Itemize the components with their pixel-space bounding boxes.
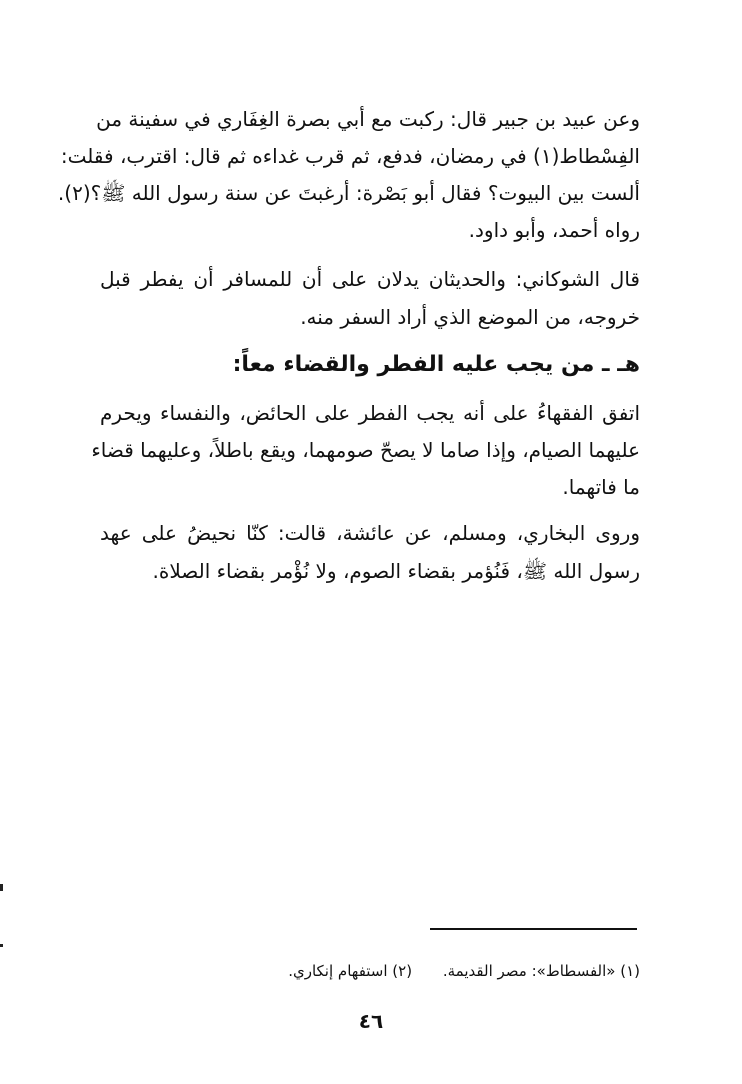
section-heading: هـ ـ من يجب عليه الفطر والقضاء معاً: — [232, 352, 640, 377]
paragraph-3-line-3: ما فاتهما. — [562, 475, 640, 499]
paragraph-1-line-1: وعن عبيد بن جبير قال: ركبت مع أبي بصرة الغِفَاري في سفينة من — [96, 107, 640, 131]
scan-mark-bottom — [0, 944, 3, 947]
footnote-1: (١) «الفسطاط»: مصر القديمة. — [442, 962, 640, 980]
paragraph-2-line-1: قال الشوكاني: والحديثان يدلان على أن للمسافر أن يفطر قبل — [100, 267, 640, 291]
footnote-2: (٢) استفهام إنكاري. — [288, 962, 413, 980]
paragraph-1-line-4: رواه أحمد، وأبو داود. — [468, 218, 640, 242]
paragraph-1-line-2: الفِسْطاط(١) في رمضان، فدفع، ثم قرب غداءه ثم قال: اقترب، فقلت: — [60, 144, 640, 168]
paragraph-3-line-1: اتفق الفقهاءُ على أنه يجب الفطر على الحائض، والنفساء ويحرم — [100, 401, 640, 425]
paragraph-2-line-2: خروجه، من الموضع الذي أراد السفر منه. — [300, 305, 640, 329]
paragraph-3-line-2: عليهما الصيام، وإذا صاما لا يصحّ صومهما، ويقع باطلاً، وعليهما قضاء — [91, 438, 640, 462]
paragraph-1-line-3: ألست بين البيوت؟ فقال أبو بَصْرة: أرغبتَ عن سنة رسول الله ﷺ؟(٢). — [57, 181, 640, 205]
footnote-divider — [430, 928, 637, 930]
paragraph-4-line-1: وروى البخاري، ومسلم، عن عائشة، قالت: كنّا نحيضُ على عهد — [100, 521, 640, 545]
scan-mark-top — [0, 884, 3, 891]
page-number: ٤٦ — [358, 1009, 384, 1033]
footnotes — [288, 959, 640, 983]
paragraph-4-line-2: رسول الله ﷺ، فَنُؤمر بقضاء الصوم، ولا نُؤْمر بقضاء الصلاة. — [152, 559, 640, 583]
